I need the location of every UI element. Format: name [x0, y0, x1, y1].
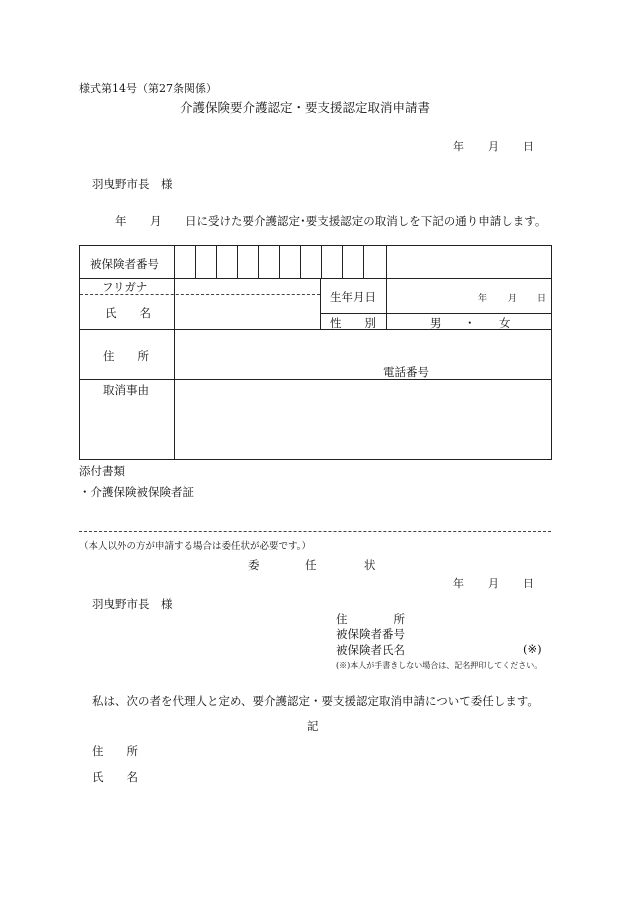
gender-label: 性 別: [330, 316, 376, 330]
birthdate-label: 生年月日: [330, 290, 376, 304]
principal-number-label: 被保険者番号: [336, 627, 405, 641]
digit-box-divider: [321, 245, 322, 278]
proxy-date-month: 月: [488, 577, 499, 590]
digit-box-divider: [342, 245, 343, 278]
furigana-label: フリガナ: [102, 280, 148, 294]
addressee: 羽曳野市長 様: [92, 177, 173, 191]
address-label: 住 所: [103, 349, 149, 363]
attachments-heading: 添付書類: [79, 464, 125, 478]
attachment-item: ・介護保険被保険者証: [79, 485, 194, 499]
cut-line: [79, 531, 551, 532]
proxy-statement: 私は、次の者を代理人と定め、要介護認定・要支援認定取消申請について委任します。: [92, 694, 539, 708]
statement-year: 年: [115, 214, 127, 228]
table-rule: [79, 329, 552, 330]
principal-address-label: 住 所: [336, 612, 405, 626]
date-day: 日: [523, 140, 534, 153]
digit-box-divider: [363, 245, 364, 278]
proxy-date-day: 日: [523, 577, 534, 590]
page-title: 介護保険要介護認定・要支援認定取消申請書: [180, 100, 431, 115]
table-rule: [386, 278, 387, 329]
proxy-note: （本人以外の方が申請する場合は委任状が必要です。）: [79, 541, 311, 552]
birthdate-month: 月: [508, 294, 518, 304]
principal-name-label: 被保険者氏名: [336, 643, 405, 657]
statement-month: 月: [150, 214, 162, 228]
table-rule: [320, 278, 321, 329]
date-year: 年: [453, 140, 464, 153]
agent-name-label: 氏 名: [92, 770, 138, 784]
digit-box-divider: [258, 245, 259, 278]
name-label: 氏 名: [105, 306, 151, 320]
gender-female[interactable]: 女: [499, 316, 511, 330]
digit-box-divider: [216, 245, 217, 278]
table-rule: [174, 245, 175, 460]
birthdate-year: 年: [478, 294, 488, 304]
reason-label: 取消事由: [103, 383, 149, 397]
table-rule: [79, 379, 552, 380]
digit-box-divider: [279, 245, 280, 278]
agent-address-label: 住 所: [92, 744, 138, 758]
insured-number-label: 被保険者番号: [90, 257, 159, 271]
proxy-addressee: 羽曳野市長 様: [92, 597, 173, 611]
seal-note: (※)本人が手書きしない場合は、記名押印してください。: [336, 661, 543, 670]
proxy-date-year: 年: [453, 577, 464, 590]
proxy-title-1: 委: [248, 558, 260, 572]
form-number: 様式第14号（第27条関係）: [79, 82, 217, 95]
date-month: 月: [488, 140, 499, 153]
birthdate-day: 日: [537, 294, 547, 304]
ki-mark: 記: [307, 719, 319, 733]
table-rule: [320, 313, 552, 314]
phone-label: 電話番号: [383, 365, 429, 379]
statement-text: 日に受けた要介護認定･要支援認定の取消しを下記の通り申請します。: [185, 214, 547, 228]
digit-box-divider: [386, 245, 387, 278]
digit-box-divider: [195, 245, 196, 278]
digit-box-divider: [300, 245, 301, 278]
seal-mark: (※): [523, 642, 542, 656]
table-rule: [79, 278, 552, 279]
gender-male[interactable]: 男: [430, 316, 442, 330]
proxy-title-2: 任: [305, 558, 317, 572]
digit-box-divider: [237, 245, 238, 278]
gender-separator: ・: [464, 316, 476, 330]
proxy-title-3: 状: [364, 558, 376, 572]
